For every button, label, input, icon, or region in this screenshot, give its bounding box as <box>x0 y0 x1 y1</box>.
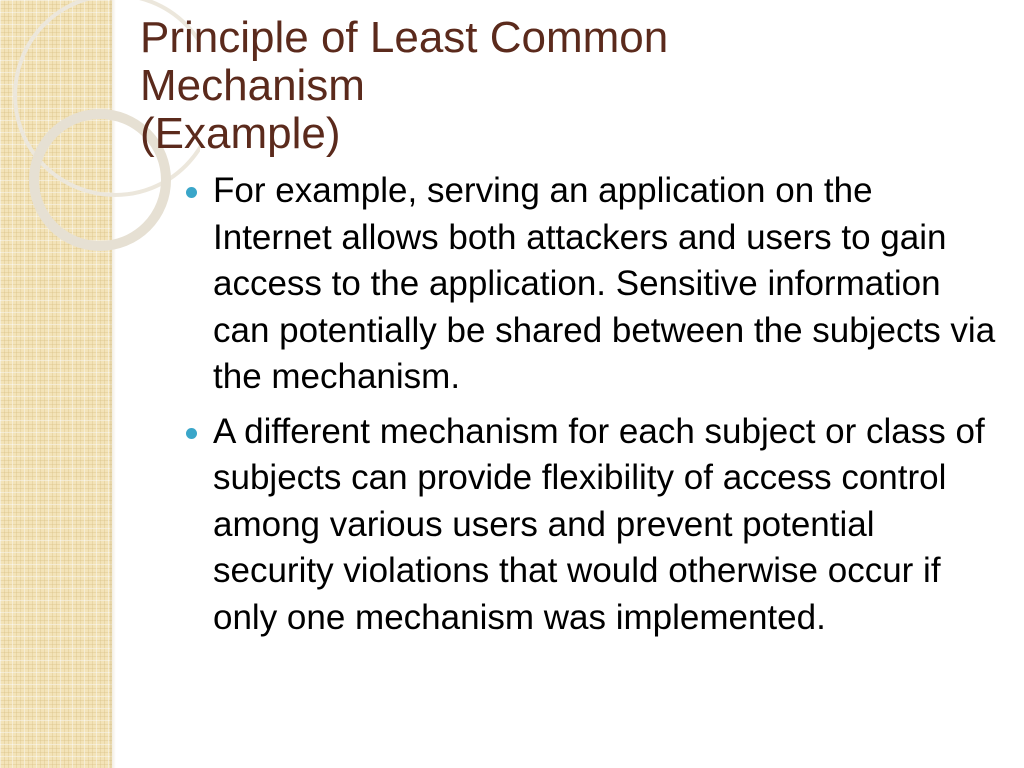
bullet-text: For example, serving an application on the Internet allows both attackers and users to gain access to the application. Sensitive information can potentially be shared between the subjects via the mechanism. <box>213 171 996 396</box>
bullet-marker <box>186 187 197 198</box>
slide-title <box>140 14 900 158</box>
bullet-list <box>182 168 997 649</box>
decorative-side-panel <box>0 0 112 768</box>
slide-title-line-2: Mechanism <box>140 61 365 110</box>
slide-title-line-3: (Example) <box>140 109 341 158</box>
bullet-marker <box>186 428 197 439</box>
slide-title-line-1: Principle of Least Common <box>140 13 669 62</box>
side-panel-edge <box>110 0 116 768</box>
bullet-text: A different mechanism for each subject or class of subjects can provide flexibility of access control among various users and prevent potential security violations that would otherwise occur if only one mechanism was implemented. <box>213 411 985 637</box>
bullet-item <box>182 409 997 642</box>
bullet-item <box>182 168 997 401</box>
